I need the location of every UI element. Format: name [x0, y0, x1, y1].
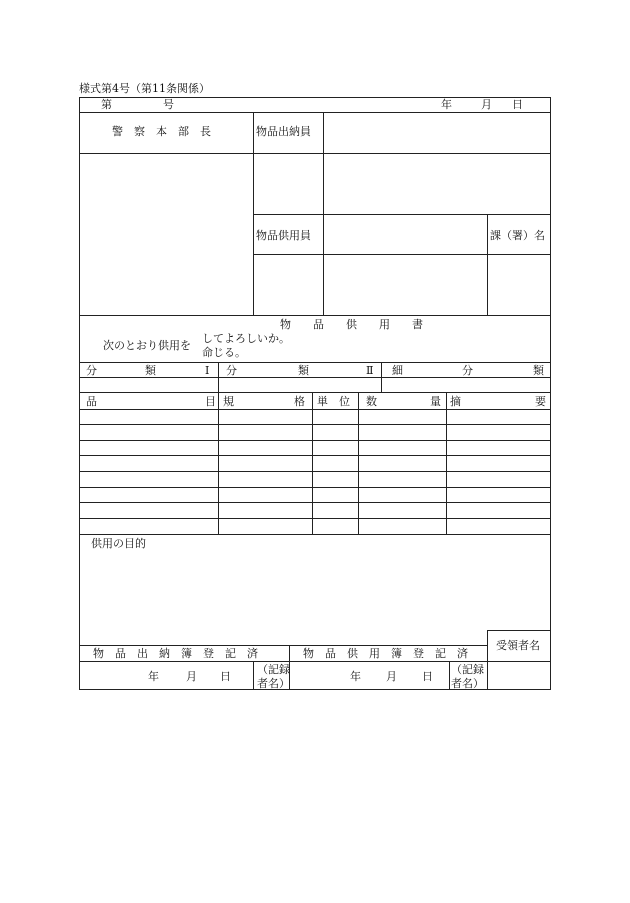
- ledger-issue-label: 物 品 出 納 簿 登 記 済: [93, 647, 258, 660]
- cat1-label-b: 類: [145, 364, 156, 377]
- divider: [446, 392, 447, 534]
- col-unit: 単 位: [317, 395, 350, 408]
- addressee-label: 警 察 本 部 長: [112, 125, 211, 138]
- entry2-day: 日: [422, 670, 433, 683]
- col-spec-b: 格: [294, 395, 305, 408]
- divider: [253, 661, 254, 690]
- table-row: [79, 534, 551, 535]
- col-spec-a: 規: [223, 395, 234, 408]
- col-item-b: 目: [205, 395, 216, 408]
- form-frame: [79, 97, 551, 690]
- document-title: 物 品 供 用 書: [280, 318, 423, 331]
- divider: [79, 153, 551, 154]
- divider: [79, 112, 551, 113]
- col-item-a: 品: [86, 395, 97, 408]
- request-option-ask: してよろしいか。: [202, 332, 290, 345]
- number-go-label: 号: [163, 98, 174, 111]
- divider: [487, 214, 488, 315]
- col-qty-a: 数: [366, 395, 377, 408]
- subcat-label-c: 類: [533, 364, 544, 377]
- divider: [79, 315, 551, 316]
- divider: [487, 630, 488, 690]
- divider: [79, 377, 551, 378]
- date-month-label: 月: [481, 98, 492, 111]
- table-row: [79, 440, 551, 441]
- divider: [79, 645, 487, 646]
- divider: [79, 392, 551, 393]
- divider: [289, 645, 290, 661]
- divider: [449, 661, 450, 690]
- section-label: 課（署）名: [490, 229, 545, 242]
- entry1-month: 月: [186, 670, 197, 683]
- table-row: [79, 487, 551, 488]
- table-row: [79, 424, 551, 425]
- divider: [253, 214, 551, 215]
- cat1-label-a: 分: [86, 364, 97, 377]
- divider: [312, 392, 313, 534]
- recipient-label: 受領者名: [496, 639, 540, 652]
- date-day-label: 日: [512, 98, 523, 111]
- col-note-b: 要: [535, 395, 546, 408]
- divider: [289, 661, 290, 690]
- entry2-recorder-1: （記録: [451, 663, 484, 676]
- table-row: [79, 471, 551, 472]
- entry2-month: 月: [386, 670, 397, 683]
- divider: [487, 630, 551, 631]
- cat2-label-a: 分: [226, 364, 237, 377]
- entry1-recorder-1: （記録: [257, 663, 290, 676]
- table-row: [79, 518, 551, 519]
- date-year-label: 年: [441, 98, 452, 111]
- request-prefix: 次のとおり供用を: [103, 339, 191, 352]
- ledger-use-label: 物 品 供 用 簿 登 記 済: [303, 647, 468, 660]
- divider: [358, 392, 359, 534]
- entry1-year: 年: [148, 670, 159, 683]
- divider: [79, 661, 551, 662]
- subcat-label-b: 分: [462, 364, 473, 377]
- entry2-recorder-2: 者名）: [451, 677, 484, 690]
- entry1-day: 日: [220, 670, 231, 683]
- cat2-number: Ⅱ: [366, 364, 374, 377]
- col-note-a: 摘: [450, 395, 461, 408]
- entry1-recorder-2: 者名）: [257, 677, 290, 690]
- purpose-label: 供用の目的: [91, 537, 146, 550]
- divider: [79, 409, 551, 410]
- request-option-order: 命じる。: [202, 346, 246, 359]
- divider: [218, 392, 219, 534]
- user-label: 物品供用員: [256, 229, 311, 242]
- issuer-label: 物品出納員: [256, 125, 311, 138]
- divider: [79, 362, 551, 363]
- table-row: [79, 455, 551, 456]
- col-qty-b: 量: [430, 395, 441, 408]
- entry2-year: 年: [350, 670, 361, 683]
- subcat-label-a: 細: [392, 364, 403, 377]
- cat2-label-b: 類: [298, 364, 309, 377]
- cat1-number: Ⅰ: [205, 364, 210, 377]
- number-dai-label: 第: [101, 98, 112, 111]
- table-row: [79, 502, 551, 503]
- form-number-title: 様式第4号（第11条関係）: [79, 82, 210, 95]
- divider: [253, 254, 551, 255]
